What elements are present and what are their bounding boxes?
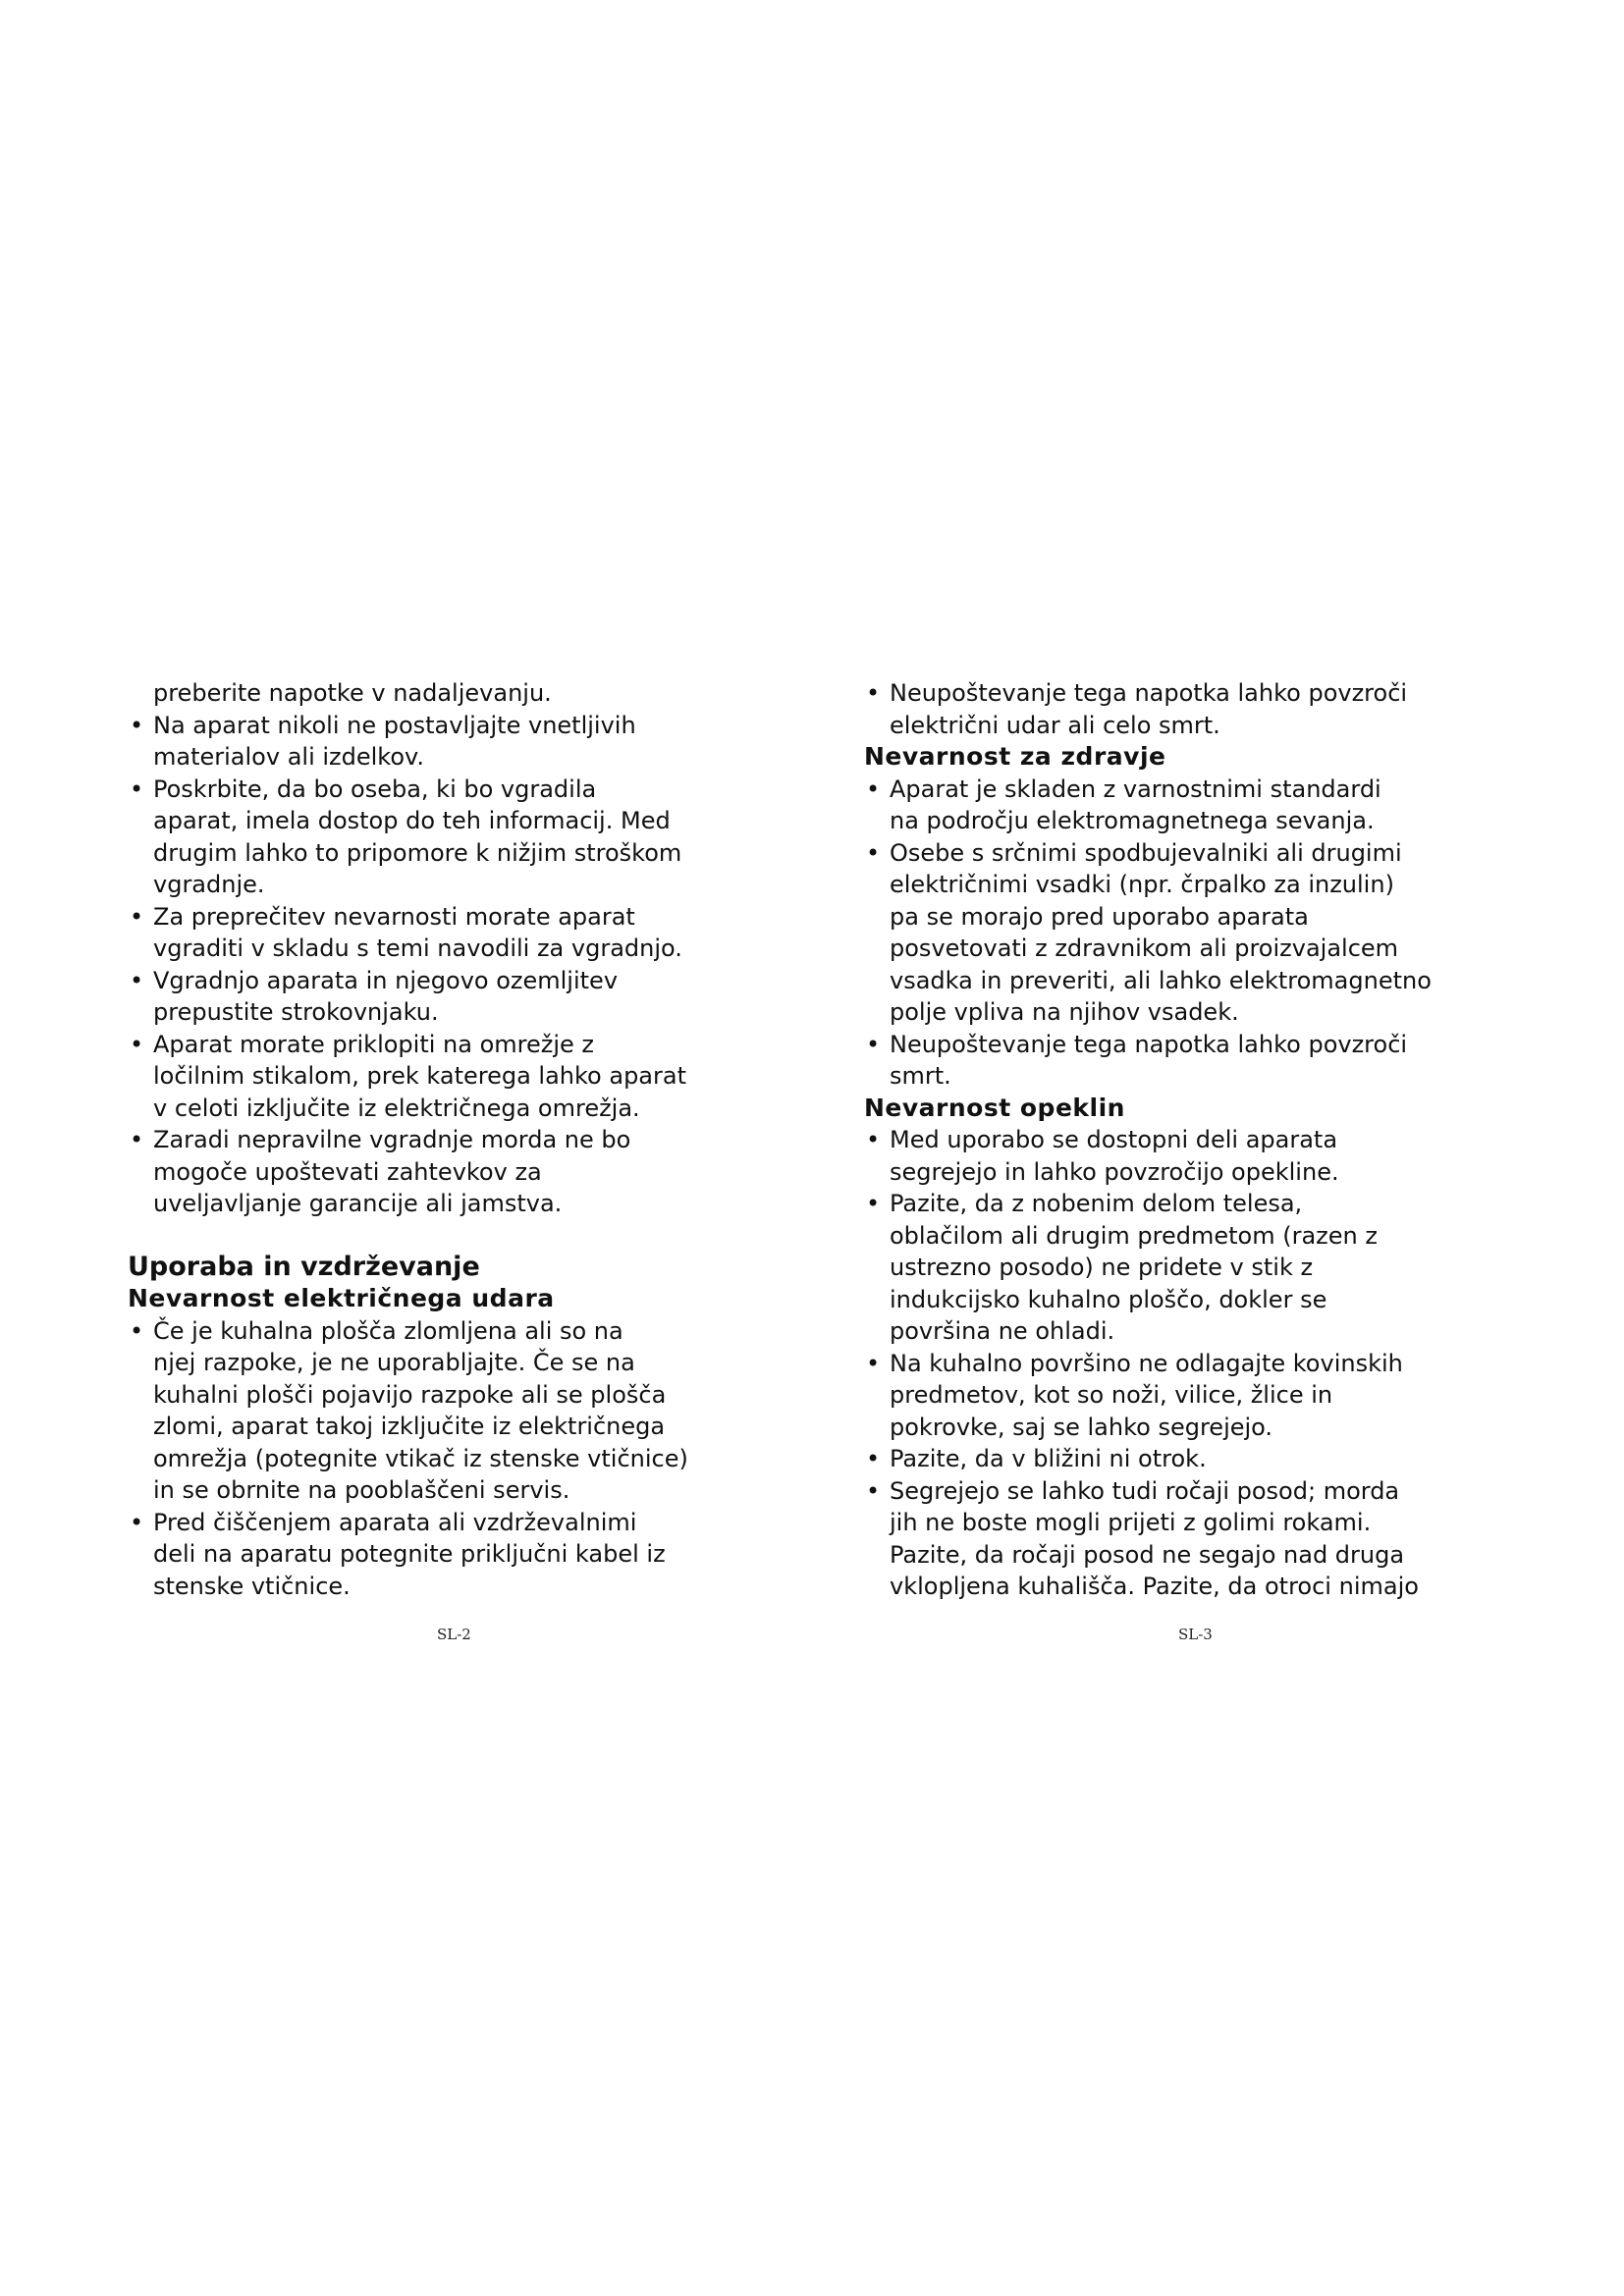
bullet-text: Poskrbite, da bo oseba, ki bo vgradila <box>153 774 597 803</box>
left-page-column <box>128 677 776 1602</box>
bullet-continuation: polje vpliva na njihov vsadek. <box>890 998 1239 1026</box>
bullet-icon: • <box>866 1030 881 1058</box>
bullet-item <box>128 1124 776 1156</box>
bullet-text: Na kuhalno površino ne odlagajte kovinskih <box>890 1349 1403 1377</box>
bullet-item <box>864 1443 1512 1475</box>
section-subheading: Nevarnost za zdravje <box>864 742 1166 771</box>
bullet-text: Na aparat nikoli ne postavljajte vnetljivih <box>153 711 636 739</box>
bullet-continuation: Pazite, da ročaji posod ne segajo nad druga <box>890 1540 1405 1569</box>
bullet-icon: • <box>866 838 881 867</box>
bullet-item <box>128 965 776 997</box>
right-page-column <box>864 677 1512 1603</box>
bullet-continuation: zlomi, aparat takoj izključite iz električnega <box>153 1413 666 1440</box>
bullet-item <box>128 1315 776 1348</box>
bullet-continuation: materialov ali izdelkov. <box>153 743 424 771</box>
bullet-item <box>864 1188 1512 1220</box>
bullet-text: Za preprečitev nevarnosti morate aparat <box>153 902 635 931</box>
bullet-item <box>864 1124 1512 1156</box>
bullet-continuation: ločilnim stikalom, prek katerega lahko aparat <box>153 1062 686 1090</box>
bullet-icon: • <box>866 1126 881 1153</box>
section-subheading: Nevarnost opeklin <box>864 1093 1125 1122</box>
bullet-item <box>128 901 776 934</box>
bullet-icon: • <box>866 1349 881 1377</box>
bullet-continuation: mogoče upoštevati zahtevkov za <box>153 1157 542 1186</box>
bullet-item <box>864 1029 1512 1061</box>
bullet-continuation: vsadka in preveriti, ali lahko elektromagnetno <box>890 966 1432 994</box>
bullet-continuation: ustrezno posodo) ne pridete v stik z <box>890 1254 1314 1281</box>
bullet-continuation: predmetov, kot so noži, vilice, žlice in <box>890 1381 1333 1409</box>
bullet-continuation: oblačilom ali drugim predmetom (razen z <box>890 1221 1378 1250</box>
bullet-item <box>864 774 1512 806</box>
bullet-continuation: prepustite strokovnjaku. <box>153 998 439 1026</box>
bullet-item <box>864 1348 1512 1380</box>
bullet-item <box>864 677 1512 710</box>
bullet-text: Če je kuhalna plošča zlomljena ali so na <box>153 1316 623 1345</box>
bullet-icon: • <box>130 966 144 994</box>
section-heading: Uporaba in vzdrževanje <box>128 1251 480 1282</box>
bullet-icon: • <box>866 679 881 707</box>
section-gap <box>128 1220 776 1252</box>
bullet-text: Pazite, da z nobenim delom telesa, <box>890 1190 1303 1217</box>
bullet-icon: • <box>130 1316 144 1345</box>
bullet-continuation: pa se morajo pred uporabo aparata <box>890 902 1309 931</box>
bullet-continuation: uveljavljanje garancije ali jamstva. <box>153 1190 563 1217</box>
bullet-continuation: kuhalni plošči pojavijo razpoke ali se plošča <box>153 1380 667 1409</box>
bullet-text: Vgradnjo aparata in njegovo ozemljitev <box>153 966 619 994</box>
bullet-continuation: drugim lahko to pripomore k nižjim stroškom <box>153 838 682 867</box>
bullet-text: Osebe s srčnimi spodbujevalniki ali drugimi <box>890 838 1402 867</box>
bullet-item <box>864 837 1512 870</box>
bullet-continuation: vgraditi v skladu s temi navodili za vgradnjo. <box>153 934 682 962</box>
bullet-continuation: indukcijsko kuhalno ploščo, dokler se <box>890 1285 1327 1313</box>
bullet-text: Segrejejo se lahko tudi ročaji posod; morda <box>890 1476 1400 1505</box>
bullet-text: Med uporabo se dostopni deli aparata <box>890 1126 1338 1153</box>
bullet-item <box>128 1507 776 1539</box>
bullet-icon: • <box>866 1190 881 1217</box>
bullet-text: Aparat morate priklopiti na omrežje z <box>153 1030 595 1058</box>
bullet-continuation: jih ne boste mogli prijeti z golimi rokami. <box>890 1509 1372 1536</box>
bullet-continuation: in se obrnite na pooblaščeni servis. <box>153 1476 570 1504</box>
bullet-continuation: površina ne ohladi. <box>890 1317 1115 1345</box>
bullet-continuation: posvetovati z zdravnikom ali proizvajalcem <box>890 934 1399 962</box>
bullet-icon: • <box>130 774 144 803</box>
bullet-text: Neupoštevanje tega napotka lahko povzroči <box>890 679 1408 707</box>
bullet-icon: • <box>130 1508 144 1536</box>
bullet-continuation: smrt. <box>890 1062 951 1090</box>
bullet-icon: • <box>866 774 881 803</box>
bullet-icon: • <box>130 902 144 931</box>
bullet-icon: • <box>130 1126 144 1153</box>
bullet-continuation: segrejejo in lahko povzročijo opekline. <box>890 1157 1339 1186</box>
bullet-continuation: njej razpoke, je ne uporabljajte. Če se na <box>153 1349 635 1376</box>
bullet-continuation: pokrovke, saj se lahko segrejejo. <box>890 1413 1273 1441</box>
section-subheading: Nevarnost električnega udara <box>128 1284 555 1312</box>
bullet-text: Aparat je skladen z varnostnimi standardi <box>890 774 1381 803</box>
bullet-continuation: električni udar ali celo smrt. <box>890 711 1220 739</box>
bullet-continuation: omrežja (potegnite vtikač iz stenske vtičnice) <box>153 1444 688 1472</box>
bullet-text: Zaradi nepravilne vgradnje morda ne bo <box>153 1126 631 1153</box>
page-number-right: SL-3 <box>1178 1626 1213 1643</box>
bullet-text: Neupoštevanje tega napotka lahko povzroči <box>890 1030 1408 1058</box>
bullet-item <box>864 1475 1512 1508</box>
bullet-text: Pred čiščenjem aparata ali vzdrževalnimi <box>153 1508 637 1536</box>
bullet-continuation: stenske vtičnice. <box>153 1572 351 1600</box>
bullet-icon: • <box>866 1445 881 1472</box>
page-number-left: SL-2 <box>437 1626 471 1643</box>
bullet-continuation: deli na aparatu potegnite priključni kabel iz <box>153 1540 666 1568</box>
bullet-continuation: na področju elektromagnetnega sevanja. <box>890 807 1375 834</box>
bullet-continuation: električnimi vsadki (npr. črpalko za inzulin) <box>890 871 1394 898</box>
bullet-continuation: aparat, imela dostop do teh informacij. Med <box>153 807 671 834</box>
bullet-continuation: vgradnje. <box>153 871 265 898</box>
bullet-item <box>128 710 776 742</box>
bullet-continuation: vklopljena kuhališča. Pazite, da otroci nimajo <box>890 1573 1419 1600</box>
bullet-icon: • <box>130 1030 144 1058</box>
bullet-item <box>128 774 776 806</box>
bullet-icon: • <box>866 1476 881 1505</box>
bullet-continuation: v celoti izključite iz električnega omrežja. <box>153 1094 640 1122</box>
bullet-continuation: preberite napotke v nadaljevanju. <box>153 679 552 707</box>
bullet-item <box>128 1029 776 1061</box>
bullet-icon: • <box>130 711 144 739</box>
bullet-text: Pazite, da v bližini ni otrok. <box>890 1445 1207 1472</box>
